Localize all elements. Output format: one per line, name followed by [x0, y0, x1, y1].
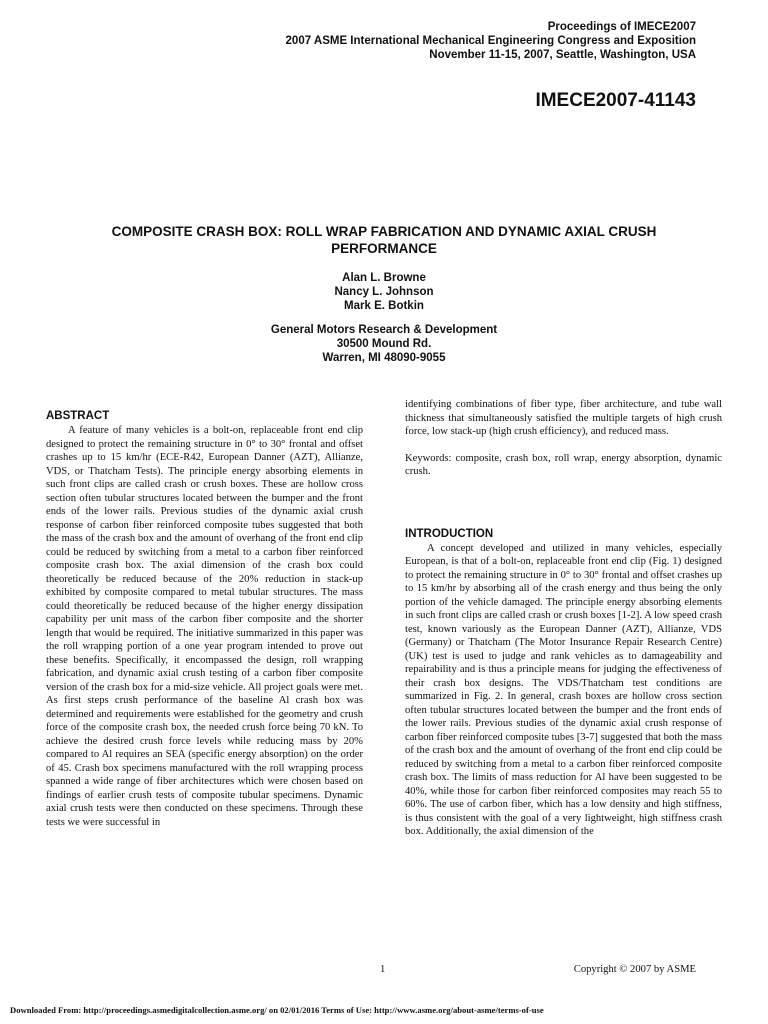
author-name: Alan L. Browne	[342, 272, 426, 284]
abstract-continuation: identifying combinations of fiber type, fiber architecture, and tube wall thickness that simultaneously satisfied the multiple targets of high crush force, low stack-up (high crush efficiency), and reduced mass.	[405, 399, 722, 437]
affiliation-street: 30500 Mound Rd.	[336, 338, 432, 351]
download-notice: Downloaded From: http://proceedings.asmedigitalcollection.asme.org/ on 02/01/2016 Terms of Use: http://www.asme.org/about-asme/terms-of-use	[10, 1005, 544, 1015]
page-number: 1	[380, 964, 386, 975]
introduction-heading: INTRODUCTION	[405, 527, 494, 540]
introduction-text: A concept developed and utilized in many vehicles, especially European, is that of a bolt-on, replaceable front end clip (Fig. 1) designed to protect the remaining structure in 0° to 30° frontal and offset crashes up to 15 km/hr by absorbing all of the crash energy and thus being the only portion of the vehicle damaged. The principle energy absorbing elements in such front clips are called crash or crush boxes [1-2]. A low speed crash test, known variously as the European Danner (AZT), Allianze, VDS (Germany) or Thatcham (The Motor Insurance Repair Research Centre) (UK) test is used to judge and rank vehicles as to damageability and repairability and is thus a principle means for judging the effectiveness of their crash box designs. The VDS/Thatcham test conditions are summarized in Fig. 2. In general, crash boxes are hollow cross section often tubular structures located between the bumper and the front ends of the lower rails. Previous studies of the dynamic axial crush response of carbon fiber reinforced composite tubes [3-7] suggested that both the mass of the crash box and the amount of overhang of the front end clip could be reduced by switching from a metal to a carbon fiber reinforced composite crash box. The limits of mass reduction for Al have been suggested to be 40%, while those for carbon fiber reinforced composites may reach 55 to 60%. The use of carbon fiber, which has a low density and high stiffness, is thus consistent with the goal of a very lightweight, high stiffness crash box. Additionally, the axial dimension of the	[405, 542, 722, 837]
affiliation	[184, 323, 584, 366]
paper-title	[60, 223, 708, 257]
abstract-heading: ABSTRACT	[46, 410, 110, 422]
left-column	[46, 409, 363, 829]
title-line-1: COMPOSITE CRASH BOX: ROLL WRAP FABRICATION AND DYNAMIC AXIAL CRUSH	[111, 224, 657, 239]
affiliation-city: Warren, MI 48090-9055	[322, 352, 446, 365]
proceedings-header	[96, 20, 696, 62]
conference-name: 2007 ASME International Mechanical Engineering Congress and Exposition	[285, 35, 696, 47]
proceedings-title: Proceedings of IMECE2007	[547, 21, 696, 33]
copyright-notice: Copyright © 2007 by ASME	[573, 964, 696, 975]
right-column	[405, 398, 722, 839]
abstract-text: A feature of many vehicles is a bolt-on, replaceable front end clip designed to protect the remaining structure in 0° to 30° frontal and offset crashes up to 15 km/hr (ECE-R42, European Danner (AZT), Allianze, VDS, or Thatcham Tests). The principle energy absorbing elements in such front clips are called crash or crush boxes. These are hollow cross section often tubular structures located between the bumper and the front ends of the lower rails. Previous studies of the dynamic axial crush response of carbon fiber reinforced composite tubes suggested that both the mass of the crash box and the amount of overhang of the front end clip could be reduced by switching from a metal to a carbon fiber reinforced composite crash box. The axial dimension of the crash box could theoretically be reduced because of the 20% reduction in stack-up exhibited by composite compared to metal tubular structures. The mass could theoretically be reduced because of the higher energy dissipation capability per unit mass of the carbon fiber composite and the shorter length that would be required. The initiative summarized in this paper was the roll wrapping portion of a one year program intended to prove out these benefits. Specifically, it encompassed the design, roll wrapping fabrication, and dynamic axial crush testing of a carbon fiber composite version of the crash box for a mid-size vehicle. All project goals were met. As first steps crush performance of the baseline Al crash box was determined and requirements were established for the geometry and crush force of the composite crash box, the needed crush force being 70 kN. To achieve the desired crush force levels while reducing mass by 20% compared to Al requires an SEA (specific energy absorption) on the order of 45. Crash box specimens manufactured with the roll wrapping process spanned a wide range of fiber architectures which were chosen based on findings of earlier crush tests of composite tubular specimens. Dynamic axial crush tests were then conducted on these specimens. Through these tests we were successful in	[46, 425, 363, 828]
affiliation-org: General Motors Research & Development	[270, 324, 498, 336]
author-name: Mark E. Botkin	[344, 300, 424, 313]
paper-id: IMECE2007-41143	[535, 90, 696, 111]
keywords: Keywords: composite, crash box, roll wrap, energy absorption, dynamic crush.	[405, 452, 722, 477]
author-list	[184, 271, 584, 314]
author-name: Nancy L. Johnson	[334, 286, 434, 299]
title-line-2: PERFORMANCE	[331, 241, 437, 256]
conference-dates: November 11-15, 2007, Seattle, Washington, USA	[429, 49, 696, 61]
